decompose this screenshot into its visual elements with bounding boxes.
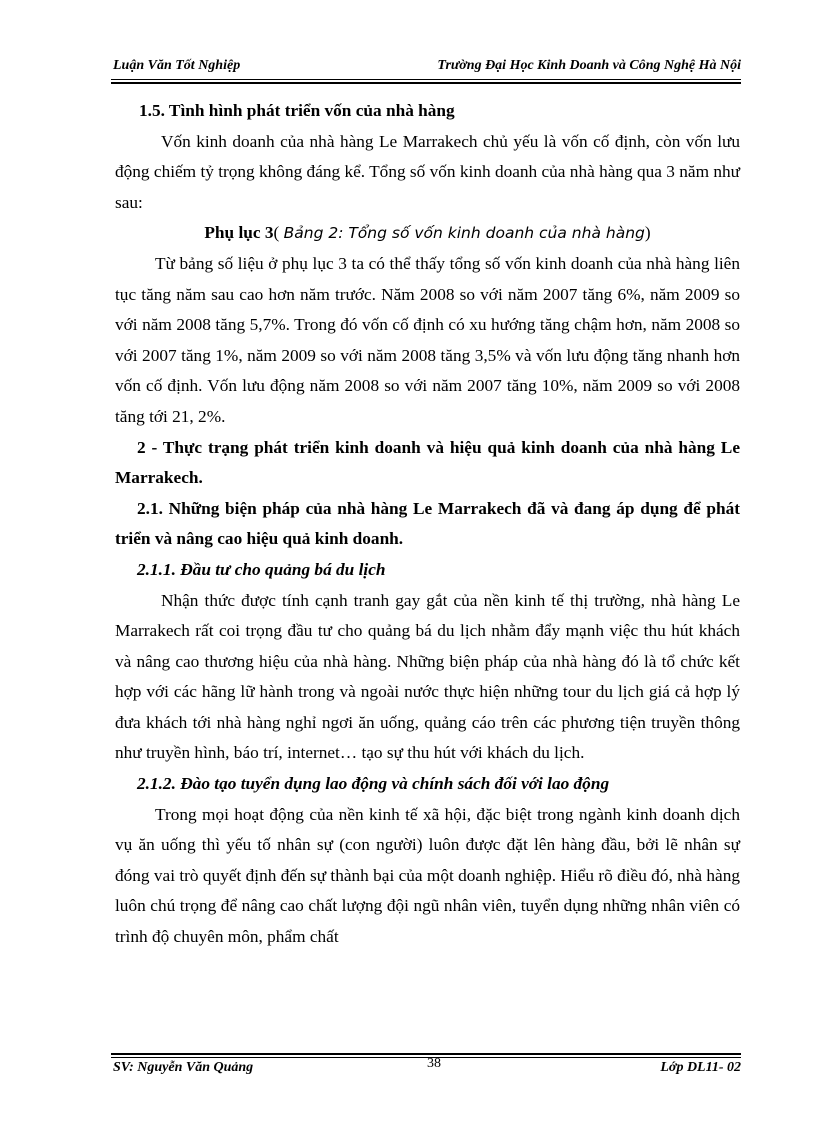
footer-class-code: Lớp DL11- 02 (660, 1060, 741, 1075)
page-footer (111, 1058, 741, 1080)
paragraph-tourism-promotion: Nhận thức được tính cạnh tranh gay gắt của nền kinh tế thị trường, nhà hàng Le Marrakech rất coi trọng đầu tư cho quảng bá du lịch nhằm đẩy mạnh việc thu hút khách và nâng cao thương hiệu của nhà hàng. Những biện pháp của nhà hàng đó là tổ chức kết hợp với các hãng lữ hành trong và ngoài nước thực hiện những tour du lịch giá cả hợp lý đưa khách tới nhà hàng nghỉ ngơi ăn uống, quảng cáo trên các phương tiện truyền thông như truyền hình, báo trí, internet… tạo sự thu hút với khách du lịch. (115, 590, 740, 763)
header-university-name: Trường Đại Học Kinh Doanh và Công Nghệ Hà Nội (437, 58, 741, 73)
header-thesis-title: Luận Văn Tốt Nghiệp (113, 58, 241, 73)
paragraph-capital-growth: Từ bảng số liệu ở phụ lục 3 ta có thể thấy tổng số vốn kinh doanh của nhà hàng liên tục tăng năm sau cao hơn năm trước. Năm 2008 so với năm 2007 tăng 6%, năm 2009 so với năm 2008 tăng 5,7%. Trong đó vốn cố định có xu hướng tăng chậm hơn, năm 2008 so với 2007 tăng 1%, năm 2009 so với năm 2008 tăng 3,5% và vốn lưu động tăng nhanh hơn vốn cố định. Vốn lưu động năm 2008 so với năm 2007 tăng 10%, năm 2009 so với 2008 tăng tới 21, 2%. (115, 253, 740, 426)
header-rule-thick (111, 82, 741, 84)
footer-student-name: SV: Nguyễn Văn Quảng (113, 1060, 254, 1075)
section-2-1-heading: 2.1. Những biện pháp của nhà hàng Le Marrakech đã và đang áp dụng để phát triển và nâng cao hiệu quả kinh doanh. (115, 498, 740, 549)
appendix-close-paren: ) (644, 223, 651, 243)
section-2-heading: 2 - Thực trạng phát triển kinh doanh và hiệu quả kinh doanh của nhà hàng Le Marrakech. (115, 437, 740, 488)
page-header (111, 55, 741, 77)
section-2-1-2-heading: 2.1.2. Đào tạo tuyển dụng lao động và chính sách đối với lao động (137, 774, 610, 794)
paragraph-staff-training: Trong mọi hoạt động của nền kinh tế xã hội, đặc biệt trong ngành kinh doanh dịch vụ ăn uống thì yếu tố nhân sự (con người) luôn được đặt lên hàng đầu, bởi lẽ nhân sự đóng vai trò quyết định đến sự thành bại của một doanh nghiệp. Hiểu rõ điều đó, nhà hàng luôn chú trọng để nâng cao chất lượng đội ngũ nhân viên, tuyển dụng những nhân viên có trình độ chuyên môn, phẩm chất (115, 804, 740, 947)
page-number: 38 (427, 1056, 441, 1071)
section-2-1-1-heading: 2.1.1. Đầu tư cho quảng bá du lịch (137, 559, 386, 579)
document-body (115, 96, 740, 953)
appendix-reference (115, 218, 740, 249)
appendix-open-paren: ( (273, 223, 284, 243)
section-1-5-heading: 1.5. Tình hình phát triển vốn của nhà hàng (139, 101, 455, 120)
appendix-label: Phụ lục 3 (204, 223, 274, 243)
header-rule-thin (111, 79, 741, 80)
appendix-table-title: Bảng 2: Tổng số vốn kinh doanh của nhà hàng (283, 224, 645, 243)
footer-rule-thick (111, 1053, 741, 1055)
paragraph-capital-overview: Vốn kinh doanh của nhà hàng Le Marrakech chủ yếu là vốn cố định, còn vốn lưu động chiếm tỷ trọng không đáng kể. Tổng số vốn kinh doanh của nhà hàng qua 3 năm như sau: (115, 131, 740, 212)
